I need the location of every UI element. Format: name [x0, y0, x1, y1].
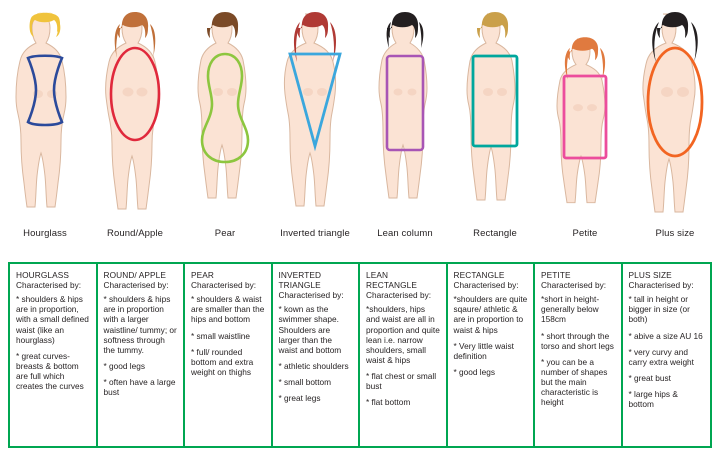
- figure-cell-inverted-triangle: [270, 0, 360, 252]
- column-item: * large hips & bottom: [628, 388, 678, 410]
- column-title: PETITE: [541, 270, 571, 280]
- column-item: * often have a large bust: [103, 376, 176, 398]
- column-subtitle: Characterised by:: [278, 290, 344, 301]
- figure-label: Round/Apple: [106, 228, 164, 239]
- column-item: * full/ rounded bottom and extra weight on thighs: [191, 346, 254, 377]
- column-item: * very curvy and carry extra weight: [628, 346, 694, 367]
- figure-label: Hourglass: [23, 228, 67, 239]
- figure-pear-icon: [180, 6, 270, 220]
- figure-rectangle-icon: [450, 6, 540, 220]
- figure-lean-column-icon: [360, 6, 450, 220]
- figure-label: Petite: [572, 228, 598, 239]
- column-item: * tall in height or bigger in size (or both): [628, 294, 690, 325]
- table-column-petite: [535, 264, 623, 446]
- figure-label: Rectangle: [473, 228, 517, 239]
- table-column-inverted-triangle: [273, 264, 361, 446]
- column-subtitle: Characterised by:: [541, 280, 607, 291]
- table-column-pear: [185, 264, 273, 446]
- column-item: * kown as the swimmer shape. Shoulders are larger than the waist and bottom: [278, 304, 342, 355]
- column-item: * flat chest or small bust: [366, 370, 437, 392]
- column-title: LEAN RECTANGLE: [366, 270, 417, 291]
- figure-cell-rectangle: [450, 0, 540, 252]
- column-item: * small waistline: [191, 330, 251, 341]
- figure-cell-hourglass: [0, 0, 90, 252]
- column-item: * Very little waist definition: [453, 340, 514, 361]
- table-column-round-apple: [98, 264, 186, 446]
- column-title: ROUND/ APPLE: [103, 270, 167, 280]
- column-subtitle: Characterised by:: [366, 290, 432, 301]
- figure-label: Plus size: [655, 228, 695, 239]
- table-column-rectangle: [448, 264, 536, 446]
- column-subtitle: Characterised by:: [453, 280, 519, 291]
- column-title: PEAR: [191, 270, 214, 280]
- figure-label: Inverted triangle: [280, 228, 350, 239]
- column-subtitle: Characterised by:: [103, 280, 169, 291]
- column-item: *short in height- generally below 158cm: [541, 294, 600, 325]
- column-item: * abive a size AU 16: [628, 330, 703, 341]
- figure-inverted-triangle-icon: [270, 6, 360, 220]
- column-item: * great curves- breasts & bottom are full which creates the curves: [16, 350, 84, 392]
- figure-cell-round-apple: [90, 0, 180, 252]
- figure-hourglass-icon: [0, 6, 90, 220]
- column-item: *shoulders, hips and waist are all in proportion and quite lean i.e. narrow shoulders, small waist & hips: [366, 304, 440, 365]
- column-item: * small bottom: [278, 376, 332, 387]
- column-item: *shoulders are quite sqaure/ athletic & are in proportion to waist & hips: [453, 294, 528, 335]
- column-title: RECTANGLE: [453, 270, 505, 280]
- figure-label: Pear: [214, 228, 236, 239]
- figure-cell-pear: [180, 0, 270, 252]
- column-item: * flat bottom: [366, 397, 411, 408]
- column-item: * short through the torso and short legs: [541, 330, 614, 351]
- figure-label: Lean column: [377, 228, 433, 239]
- figure-round-apple-icon: [90, 6, 180, 220]
- column-item: * you can be a number of shapes but the main characteristic is height: [541, 356, 608, 408]
- figure-cell-petite: [540, 0, 630, 252]
- characteristics-table: [8, 262, 712, 448]
- table-column-hourglass: [10, 264, 98, 446]
- figure-petite-icon: [540, 6, 630, 220]
- table-column-lean-rectangle: [360, 264, 448, 446]
- column-item: * shoulders & waist are smaller than the hips and bottom: [191, 294, 265, 325]
- figure-plus-size-icon: [630, 6, 720, 220]
- table-column-plus-size: [623, 264, 710, 446]
- column-subtitle: Characterised by:: [191, 280, 257, 291]
- column-title: INVERTED TRIANGLE: [278, 270, 322, 291]
- column-item: * athletic shoulders: [278, 360, 349, 371]
- column-item: * shoulders & hips are in proportion with a larger waistline/ tummy; or softness through the tummy.: [103, 294, 177, 355]
- column-item: * great bust: [628, 372, 671, 383]
- column-subtitle: Characterised by:: [16, 280, 82, 291]
- column-item: * good legs: [103, 360, 146, 371]
- figure-cell-plus-size: [630, 0, 720, 252]
- figure-cell-lean-column: [360, 0, 450, 252]
- column-title: HOURGLASS: [16, 270, 69, 280]
- column-item: * good legs: [453, 366, 496, 377]
- column-subtitle: Characterised by:: [628, 280, 694, 291]
- column-item: * shoulders & hips are in proportion, with a small defined waist (like an hourglass): [16, 294, 89, 345]
- column-title: PLUS SIZE: [628, 270, 672, 280]
- column-item: * great legs: [278, 393, 321, 404]
